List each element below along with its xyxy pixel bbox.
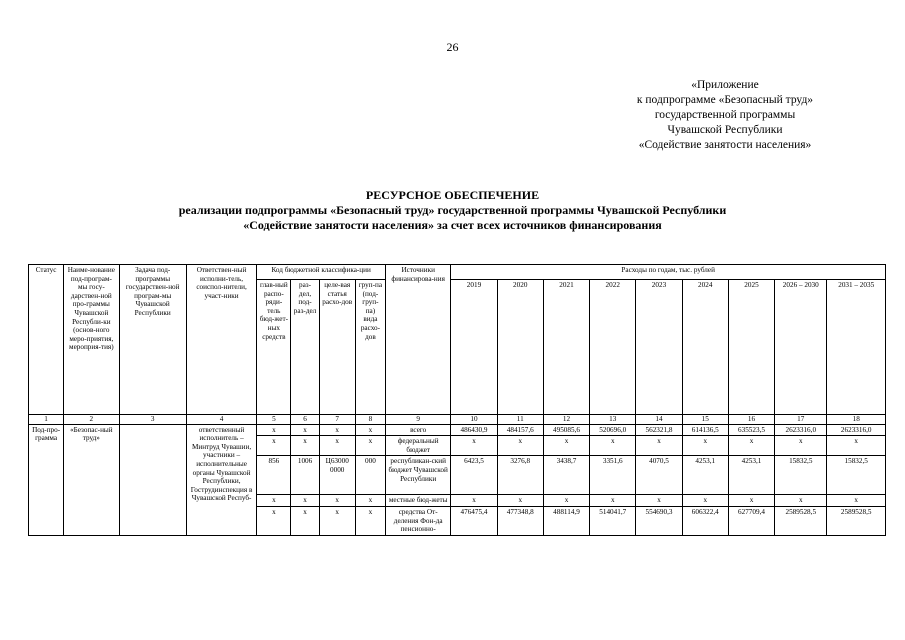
value-cell: 6423,5 <box>451 456 497 495</box>
value-cell: x <box>775 495 827 507</box>
title-line-3: «Содействие занятости населения» за счет всех источников финансирования <box>243 218 662 232</box>
header-year: 2019 <box>451 280 497 415</box>
status-cell: Под-про-грамма <box>29 424 64 535</box>
header-year: 2021 <box>543 280 589 415</box>
column-number: 14 <box>636 415 682 425</box>
header-year: 2026 – 2030 <box>775 280 827 415</box>
code-section-cell: x <box>291 424 319 436</box>
value-cell: 554690,3 <box>636 506 682 535</box>
code-main-cell: x <box>257 506 291 535</box>
column-number: 10 <box>451 415 497 425</box>
header-code-group: груп-па (под-груп-па) вида расхо-дов <box>355 280 385 415</box>
appendix-line: к подпрограмме «Безопасный труд» <box>636 94 814 106</box>
code-main-cell: x <box>257 424 291 436</box>
value-cell: 495085,6 <box>543 424 589 436</box>
value-cell: x <box>775 436 827 456</box>
value-cell: x <box>451 436 497 456</box>
value-cell: x <box>543 436 589 456</box>
value-cell: x <box>682 436 728 456</box>
column-number: 7 <box>319 415 355 425</box>
subprogram-name-cell: «Безопас-ный труд» <box>64 424 119 535</box>
value-cell: 15832,5 <box>827 456 886 495</box>
code-target-cell: x <box>319 506 355 535</box>
page-number: 26 <box>446 40 459 54</box>
header-name: Наиме-нование под-програм-мы госу-дарствен-ной про-граммы Чувашской Республи-ки (основ-ного меро-приятия, мероприя-тия) <box>64 265 119 415</box>
header-sources: Источники финансирова-ния <box>386 265 451 415</box>
column-number: 3 <box>119 415 186 425</box>
code-section-cell: x <box>291 506 319 535</box>
task-cell <box>119 424 186 535</box>
appendix-line: Чувашской Республики <box>667 124 783 136</box>
value-cell: x <box>590 495 636 507</box>
column-number: 4 <box>186 415 256 425</box>
value-cell: 514041,7 <box>590 506 636 535</box>
code-target-cell: x <box>319 424 355 436</box>
value-cell: 3351,6 <box>590 456 636 495</box>
column-number: 17 <box>775 415 827 425</box>
value-cell: x <box>636 436 682 456</box>
code-main-cell: 856 <box>257 456 291 495</box>
column-number: 11 <box>497 415 543 425</box>
header-row-1 <box>29 265 886 280</box>
source-cell: местные бюд-жеты <box>386 495 451 507</box>
header-year: 2023 <box>636 280 682 415</box>
header-expenses: Расходы по годам, тыс. рублей <box>451 265 886 280</box>
source-cell: республикан-ский бюджет Чувашской Республики <box>386 456 451 495</box>
source-cell: средства От-деления Фон-да пенсионно- <box>386 506 451 535</box>
value-cell: x <box>636 495 682 507</box>
value-cell: 484157,6 <box>497 424 543 436</box>
value-cell: 2589528,5 <box>775 506 827 535</box>
value-cell: 477348,8 <box>497 506 543 535</box>
value-cell: x <box>497 436 543 456</box>
code-group-cell: x <box>355 436 385 456</box>
code-group-cell: x <box>355 424 385 436</box>
value-cell: 2589528,5 <box>827 506 886 535</box>
header-code-main: глав-ный распо-ряди-тель бюд-жет-ных средств <box>257 280 291 415</box>
code-section-cell: 1006 <box>291 456 319 495</box>
header-code-section: раз-дел, под-раз-дел <box>291 280 319 415</box>
value-cell: 3438,7 <box>543 456 589 495</box>
value-cell: 476475,4 <box>451 506 497 535</box>
value-cell: 562321,8 <box>636 424 682 436</box>
column-number: 16 <box>728 415 774 425</box>
value-cell: 4253,1 <box>728 456 774 495</box>
header-year: 2031 – 2035 <box>827 280 886 415</box>
value-cell: 606322,4 <box>682 506 728 535</box>
value-cell: 614136,5 <box>682 424 728 436</box>
header-executor: Ответствен-ный исполни-тель, соиспол-нители, участ-ники <box>186 265 256 415</box>
document-title <box>0 188 905 233</box>
column-number: 12 <box>543 415 589 425</box>
header-task: Задача под-программы государствен-ной програм-мы Чувашской Республики <box>119 265 186 415</box>
value-cell: x <box>590 436 636 456</box>
column-number: 1 <box>29 415 64 425</box>
value-cell: x <box>682 495 728 507</box>
code-section-cell: x <box>291 436 319 456</box>
executor-cell: ответственный исполнитель – Минтруд Чувашии, участники – исполнительные органы Чувашской Республики, Гострудинспекция в Чувашской Респуб- <box>186 424 256 535</box>
title-line-2: реализации подпрограммы «Безопасный труд» государственной программы Чувашской Республики <box>178 203 727 217</box>
code-target-cell: Ц63000 0000 <box>319 456 355 495</box>
value-cell: x <box>827 436 886 456</box>
column-number: 2 <box>64 415 119 425</box>
column-number: 9 <box>386 415 451 425</box>
column-number: 8 <box>355 415 385 425</box>
value-cell: 4070,5 <box>636 456 682 495</box>
appendix-line: «Содействие занятости населения» <box>638 139 812 151</box>
header-budget-code: Код бюджетной классифика-ции <box>257 265 386 280</box>
column-number: 6 <box>291 415 319 425</box>
code-group-cell: x <box>355 495 385 507</box>
value-cell: x <box>543 495 589 507</box>
value-cell: 3276,8 <box>497 456 543 495</box>
header-year: 2022 <box>590 280 636 415</box>
value-cell: 488114,9 <box>543 506 589 535</box>
value-cell: 486430,9 <box>451 424 497 436</box>
header-year: 2025 <box>728 280 774 415</box>
appendix-line: государственной программы <box>654 109 796 121</box>
code-main-cell: x <box>257 436 291 456</box>
value-cell: 2623316,0 <box>775 424 827 436</box>
value-cell: 2623316,0 <box>827 424 886 436</box>
code-group-cell: 000 <box>355 456 385 495</box>
value-cell: 15832,5 <box>775 456 827 495</box>
column-number: 5 <box>257 415 291 425</box>
source-cell: федеральный бюджет <box>386 436 451 456</box>
appendix-note <box>596 78 854 153</box>
code-group-cell: x <box>355 506 385 535</box>
value-cell: x <box>827 495 886 507</box>
value-cell: x <box>728 436 774 456</box>
column-number: 15 <box>682 415 728 425</box>
header-code-target: целе-вая статья расхо-дов <box>319 280 355 415</box>
header-year: 2020 <box>497 280 543 415</box>
title-line-1: РЕСУРСНОЕ ОБЕСПЕЧЕНИЕ <box>365 188 540 202</box>
source-cell: всего <box>386 424 451 436</box>
value-cell: x <box>728 495 774 507</box>
value-cell: 4253,1 <box>682 456 728 495</box>
column-number: 18 <box>827 415 886 425</box>
value-cell: 520696,0 <box>590 424 636 436</box>
value-cell: x <box>451 495 497 507</box>
resource-table <box>28 264 886 536</box>
appendix-line: «Приложение <box>691 79 759 91</box>
code-main-cell: x <box>257 495 291 507</box>
value-cell: 627709,4 <box>728 506 774 535</box>
code-target-cell: x <box>319 436 355 456</box>
value-cell: 635523,5 <box>728 424 774 436</box>
column-number-row <box>29 415 886 425</box>
header-year: 2024 <box>682 280 728 415</box>
code-target-cell: x <box>319 495 355 507</box>
value-cell: x <box>497 495 543 507</box>
column-number: 13 <box>590 415 636 425</box>
header-status: Статус <box>29 265 64 415</box>
code-section-cell: x <box>291 495 319 507</box>
table-row <box>29 424 886 436</box>
